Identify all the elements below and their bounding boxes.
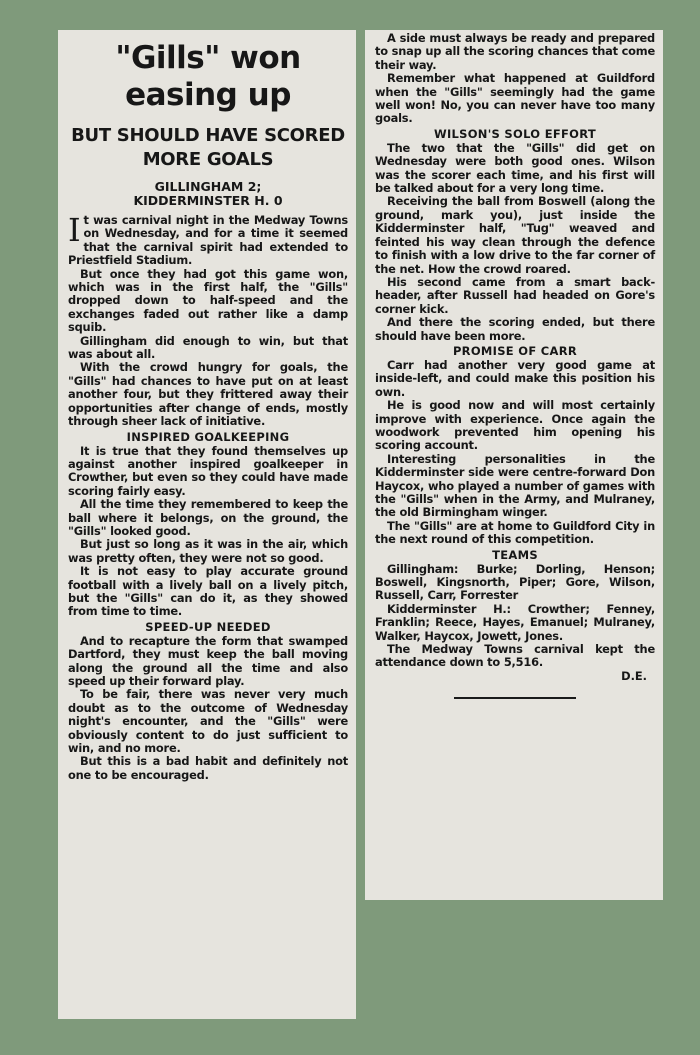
paragraph: But this is a bad habit and definitely not one to be encouraged. [68,754,348,782]
paragraph: Remember what happened at Guildford when the "Gills" seemingly had the game well won! No, you can never have too many goals. [375,71,655,126]
signature: D.E. [621,668,647,683]
article-column-left [58,30,356,1019]
paragraph: The "Gills" are at home to Guildford City in the next round of this competition. [375,518,655,547]
paragraph: And there the scoring ended, but there should have been more. [375,315,655,343]
paragraph: It is not easy to play accurate ground football with a lively ball on a lively pitch, but the "Gills" can do it, as they showed from time to time. [68,564,348,619]
paragraph: It is true that they found themselves up against another inspired goalkeeper in Crowther, but even so they could have made scoring fairly easy. [68,443,348,498]
paragraph: Interesting personalities in the Kidderminster side were centre-forward Don Haycox, who played a number of games with the "Gills" when in the Army, and Mulraney, the old Birmingham winger. [375,451,655,520]
end-rule [454,697,576,699]
drop-cap: I [68,211,81,249]
article-column-right [365,30,663,900]
subheadline: BUT SHOULD HAVE SCORED MORE GOALS [71,125,345,170]
paragraph: Kidderminster H.: Crowther; Fenney, Franklin; Reece, Hayes, Emanuel; Mulraney, Walker, Haycox, Jowett, Jones. [375,601,655,643]
paragraph: He is good now and will most certainly improve with experience. Once again the woodwork prevented him opening his scoring account. [375,398,655,453]
paragraph: Carr had another very good game at inside-left, and could make this position his own. [375,357,655,399]
paragraph: It was carnival night in the Medway Towns on Wednesday, and for a time it seemed that the carnival spirit had extended to Priestfield Stadium. [68,211,348,268]
paragraph: But just so long as it was in the air, which was pretty often, they were not so good. [68,537,348,565]
paragraph: To be fair, there was never very much doubt as to the outcome of Wednesday night's encounter, and the "Gills" were obviously content to do just sufficient to win, and no more. [68,687,348,756]
paragraph: Receiving the ball from Boswell (along the ground, mark you), just inside the Kidderminster half, "Tug" weaved and feinted his way clean through the defence to finish with a low drive to the far corner of the net. How the crowd roared. [375,194,655,276]
paragraph: All the time they remembered to keep the ball where it belongs, on the ground, the "Gills" looked good. [68,497,348,538]
section-heading-speedup: SPEED-UP NEEDED [145,619,271,634]
paragraph: A side must always be ready and prepared to snap up all the scoring chances that come their way. [375,31,655,72]
paragraph: Gillingham did enough to win, but that was about all. [68,333,348,362]
paragraph: His second came from a smart back-header, after Russell had headed on Gore's corner kick. [375,274,655,316]
paragraph: Gillingham: Burke; Dorling, Henson; Boswell, Kingsnorth, Piper; Gore, Wilson, Russell, Carr, Forrester [375,561,655,603]
score-away: KIDDERMINSTER H. 0 [133,193,283,208]
paragraph: The Medway Towns carnival kept the attendance down to 5,516. [375,642,655,670]
paragraph: And to recapture the form that swamped Dartford, they must keep the ball moving along the ground all the time and also speed up their forward play. [68,633,348,688]
section-heading-goalkeeping: INSPIRED GOALKEEPING [126,429,290,444]
score-line [68,180,348,208]
headline: "Gills" won easing up [115,40,301,113]
section-heading-carr: PROMISE OF CARR [452,343,578,358]
score-home: GILLINGHAM 2; [154,179,262,194]
section-heading-teams: TEAMS [492,547,538,562]
paragraph: With the crowd hungry for goals, the "Gills" had chances to have put on at least another four, but they frittered away their opportunities after change of ends, mostly through sheer lack of initiative. [68,360,348,429]
section-heading-wilson: WILSON'S SOLO EFFORT [433,126,597,141]
paragraph: The two that the "Gills" did get on Wednesday were both good ones. Wilson was the scorer each time, and his first will be talked about for a very long time. [375,140,655,196]
paragraph: But once they had got this game won, which was in the first half, the "Gills" dropped down to half-speed and the exchanges faded out rather like a damp squib. [68,266,348,335]
